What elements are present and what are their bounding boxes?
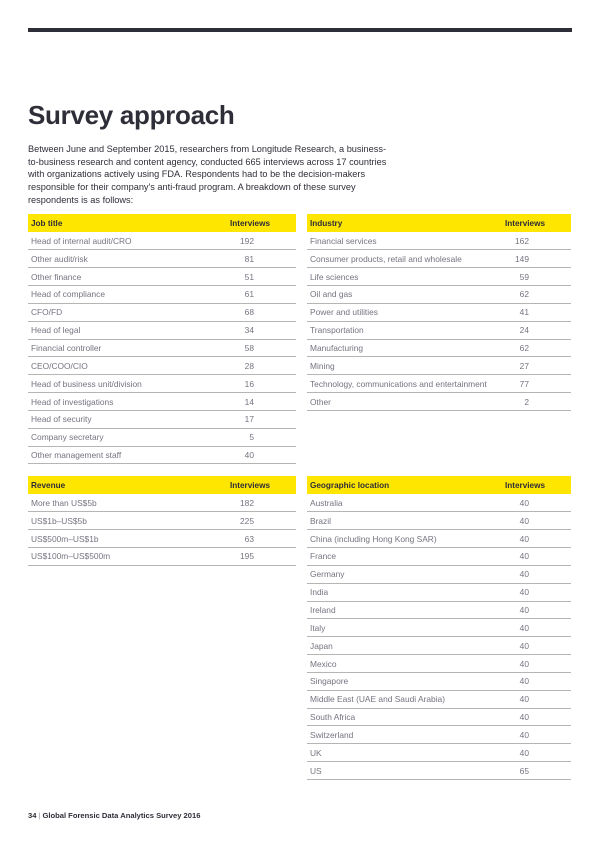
- row-interviews: 40: [491, 512, 571, 530]
- table-row: [307, 303, 571, 321]
- row-label: Italy: [307, 619, 491, 637]
- table-row: [28, 286, 296, 304]
- industry-interviews-header: Interviews: [491, 214, 571, 232]
- table-row: [28, 303, 296, 321]
- row-interviews: 195: [208, 548, 296, 566]
- row-label: More than US$5b: [28, 494, 208, 512]
- row-label: UK: [307, 744, 491, 762]
- row-interviews: 5: [208, 428, 296, 446]
- row-interviews: 40: [491, 583, 571, 601]
- row-label: Transportation: [307, 321, 491, 339]
- table-row: [307, 619, 571, 637]
- table-row: [28, 530, 296, 548]
- row-interviews: 192: [208, 232, 296, 250]
- table-row: [28, 321, 296, 339]
- row-interviews: 27: [491, 357, 571, 375]
- table-row: [28, 512, 296, 530]
- row-interviews: 40: [491, 690, 571, 708]
- table-row: [28, 357, 296, 375]
- table-row: [307, 393, 571, 411]
- row-label: China (including Hong Kong SAR): [307, 530, 491, 548]
- table-row: [28, 268, 296, 286]
- row-label: Head of internal audit/CRO: [28, 232, 208, 250]
- table-row: [28, 548, 296, 566]
- row-interviews: 62: [491, 339, 571, 357]
- revenue-interviews-header: Interviews: [208, 476, 296, 494]
- row-label: Mining: [307, 357, 491, 375]
- row-interviews: 16: [208, 375, 296, 393]
- table-row: [307, 375, 571, 393]
- table-row: [307, 268, 571, 286]
- row-label: CEO/COO/CIO: [28, 357, 208, 375]
- row-label: Mexico: [307, 655, 491, 673]
- top-rule: [28, 28, 572, 32]
- table-row: [307, 548, 571, 566]
- row-label: Financial controller: [28, 339, 208, 357]
- row-interviews: 40: [491, 565, 571, 583]
- row-label: Life sciences: [307, 268, 491, 286]
- row-interviews: 2: [491, 393, 571, 411]
- row-label: Japan: [307, 637, 491, 655]
- geographic-interviews-header: Interviews: [491, 476, 571, 494]
- row-interviews: 40: [491, 530, 571, 548]
- row-interviews: 225: [208, 512, 296, 530]
- row-interviews: 40: [491, 726, 571, 744]
- row-interviews: 40: [491, 548, 571, 566]
- footer-separator: |: [38, 811, 41, 820]
- row-label: CFO/FD: [28, 303, 208, 321]
- row-interviews: 68: [208, 303, 296, 321]
- row-label: Germany: [307, 565, 491, 583]
- row-label: Other management staff: [28, 446, 208, 464]
- table-row: [307, 655, 571, 673]
- row-interviews: 59: [491, 268, 571, 286]
- row-interviews: 40: [491, 655, 571, 673]
- table-row: [307, 601, 571, 619]
- row-interviews: 40: [491, 619, 571, 637]
- table-row: [28, 428, 296, 446]
- row-label: Switzerland: [307, 726, 491, 744]
- table-row: [307, 744, 571, 762]
- row-label: Consumer products, retail and wholesale: [307, 250, 491, 268]
- table-row: [307, 672, 571, 690]
- table-row: [307, 565, 571, 583]
- table-row: [307, 726, 571, 744]
- intro-paragraph: Between June and September 2015, researchers from Longitude Research, a business-to-business research and content agency, conducted 665 interviews across 17 countries with organizations actively using FDA. Respondents had to be the decision-makers responsible for their company's anti-fraud program. A breakdown of these survey respondents is as follows:: [28, 144, 387, 205]
- table-row: [28, 232, 296, 250]
- row-interviews: 61: [208, 286, 296, 304]
- job-title-interviews-header: Interviews: [208, 214, 296, 232]
- row-interviews: 58: [208, 339, 296, 357]
- row-label: South Africa: [307, 708, 491, 726]
- table-row: [307, 708, 571, 726]
- row-label: Head of compliance: [28, 286, 208, 304]
- row-interviews: 17: [208, 410, 296, 428]
- row-interviews: 162: [491, 232, 571, 250]
- row-label: Head of investigations: [28, 393, 208, 411]
- table-row: [307, 690, 571, 708]
- row-label: Manufacturing: [307, 339, 491, 357]
- row-interviews: 41: [491, 303, 571, 321]
- table-row: [307, 637, 571, 655]
- revenue-header: Revenue: [28, 476, 208, 494]
- row-interviews: 182: [208, 494, 296, 512]
- revenue-table: [28, 476, 296, 566]
- row-label: Financial services: [307, 232, 491, 250]
- geographic-location-header: Geographic location: [307, 476, 491, 494]
- row-label: Oil and gas: [307, 286, 491, 304]
- table-row: [307, 512, 571, 530]
- row-interviews: 51: [208, 268, 296, 286]
- row-interviews: 40: [491, 672, 571, 690]
- table-row: [307, 286, 571, 304]
- table-row: [28, 393, 296, 411]
- table-row: [307, 762, 571, 780]
- row-interviews: 40: [491, 637, 571, 655]
- row-interviews: 40: [491, 744, 571, 762]
- table-row: [28, 494, 296, 512]
- table-row: [28, 446, 296, 464]
- table-row: [307, 494, 571, 512]
- row-label: US$1b–US$5b: [28, 512, 208, 530]
- row-interviews: 81: [208, 250, 296, 268]
- industry-header: Industry: [307, 214, 491, 232]
- row-label: US: [307, 762, 491, 780]
- row-interviews: 28: [208, 357, 296, 375]
- industry-table: [307, 214, 571, 411]
- row-label: Singapore: [307, 672, 491, 690]
- row-label: Ireland: [307, 601, 491, 619]
- row-label: Head of security: [28, 410, 208, 428]
- row-interviews: 40: [208, 446, 296, 464]
- row-interviews: 77: [491, 375, 571, 393]
- job-title-table: [28, 214, 296, 464]
- row-interviews: 34: [208, 321, 296, 339]
- job-title-header: Job title: [28, 214, 208, 232]
- table-row: [28, 339, 296, 357]
- page-title: Survey approach: [28, 100, 235, 130]
- row-interviews: 40: [491, 708, 571, 726]
- footer-title: Global Forensic Data Analytics Survey 2016: [42, 811, 201, 820]
- table-row: [307, 232, 571, 250]
- table-row: [307, 321, 571, 339]
- row-interviews: 40: [491, 601, 571, 619]
- row-interviews: 40: [491, 494, 571, 512]
- row-interviews: 65: [491, 762, 571, 780]
- row-label: Other audit/risk: [28, 250, 208, 268]
- row-label: Head of business unit/division: [28, 375, 208, 393]
- row-label: Other: [307, 393, 491, 411]
- row-label: Company secretary: [28, 428, 208, 446]
- table-row: [307, 530, 571, 548]
- geographic-location-table: [307, 476, 571, 780]
- footer-page-number: 34: [28, 811, 37, 820]
- row-label: Head of legal: [28, 321, 208, 339]
- table-row: [28, 375, 296, 393]
- row-label: Technology, communications and entertainment: [307, 375, 491, 393]
- row-label: US$500m–US$1b: [28, 530, 208, 548]
- row-label: Australia: [307, 494, 491, 512]
- row-label: Brazil: [307, 512, 491, 530]
- row-label: India: [307, 583, 491, 601]
- table-row: [307, 583, 571, 601]
- row-interviews: 149: [491, 250, 571, 268]
- row-label: Power and utilities: [307, 303, 491, 321]
- row-label: France: [307, 548, 491, 566]
- row-label: US$100m–US$500m: [28, 548, 208, 566]
- row-label: Middle East (UAE and Saudi Arabia): [307, 690, 491, 708]
- row-interviews: 14: [208, 393, 296, 411]
- row-label: Other finance: [28, 268, 208, 286]
- row-interviews: 24: [491, 321, 571, 339]
- table-row: [307, 339, 571, 357]
- table-row: [307, 357, 571, 375]
- page-footer: [28, 811, 200, 820]
- table-row: [307, 250, 571, 268]
- table-row: [28, 250, 296, 268]
- row-interviews: 63: [208, 530, 296, 548]
- row-interviews: 62: [491, 286, 571, 304]
- table-row: [28, 410, 296, 428]
